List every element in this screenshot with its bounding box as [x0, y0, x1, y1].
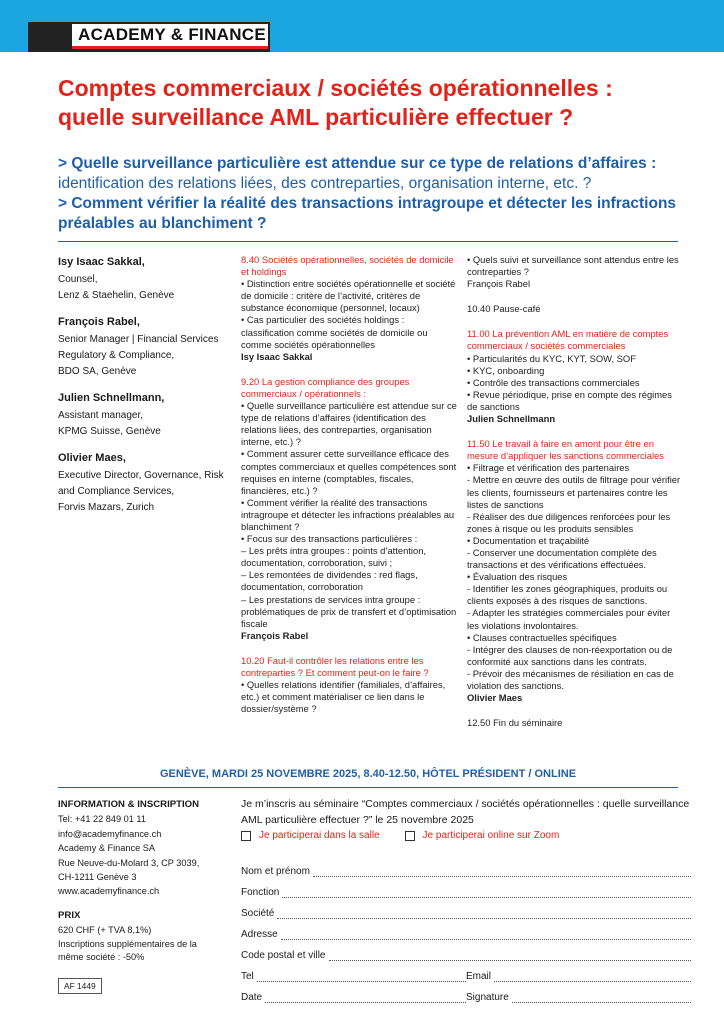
row-tel-email [241, 961, 691, 982]
speaker [58, 254, 230, 304]
session-title: La prévention AML en matière de comptes commerciaux / sociétés commerciales [467, 328, 669, 352]
option-room[interactable] [241, 830, 380, 841]
input-line[interactable] [313, 868, 691, 877]
field-tel[interactable] [241, 961, 466, 982]
field-function[interactable] [241, 877, 691, 898]
field-label: Fonction [241, 886, 280, 898]
input-line[interactable] [281, 931, 691, 940]
session [467, 438, 682, 704]
field-label: Adresse [241, 928, 278, 940]
field-label: Tel [241, 970, 254, 982]
session-continued [467, 254, 682, 290]
speaker-role: Regulatory & Compliance, [58, 350, 175, 361]
speaker [58, 390, 230, 440]
speaker-role: Counsel, [58, 274, 98, 285]
top-banner [0, 0, 724, 52]
input-line[interactable] [282, 889, 691, 898]
field-label: Société [241, 907, 275, 919]
field-label: Email [466, 970, 492, 982]
speakers-column [58, 254, 230, 526]
program-column-1 [241, 254, 459, 728]
session-time: 11.00 [467, 328, 490, 340]
speaker-company: Forvis Mazars, Zurich [58, 502, 155, 513]
intro-questions [58, 154, 688, 234]
reference-code: AF 1449 [58, 978, 102, 994]
field-label: Code postal et ville [241, 949, 326, 961]
session-title: Le travail à faire en amont pour être en mesure d’appliquer les sanctions commerciales [467, 438, 664, 462]
info-heading: INFORMATION & INSCRIPTION [58, 799, 200, 810]
input-line[interactable] [277, 910, 691, 919]
session-speaker: François Rabel [467, 278, 531, 290]
speaker-role: Executive Director, Governance, Risk [58, 470, 224, 481]
session-text: • Particularités du KYC, KYT, SOW, SOF • KYC, onboarding • Contrôle des transactions commerciales • Revue périodique, prise en compte des régimes de sanctions [467, 352, 672, 412]
price-value: 620 CHF (+ TVA 8,1%) [58, 925, 152, 936]
program-column-2 [467, 254, 682, 729]
intro-q1: > Quelle surveillance particulière est attendue sur ce type de relations d’affaires : [58, 155, 657, 172]
speaker-role: Assistant manager, [58, 410, 144, 421]
field-zip-city[interactable] [241, 940, 691, 961]
field-label: Date [241, 991, 263, 1003]
price-note: Inscriptions supplémentaires de la même société : -50% [58, 938, 197, 962]
field-label: Nom et prénom [241, 865, 310, 877]
field-signature[interactable] [466, 982, 691, 1003]
option-zoom-label: Je participerai online sur Zoom [422, 830, 560, 841]
session [241, 655, 459, 715]
brand-underline [72, 46, 268, 49]
field-email[interactable] [466, 961, 691, 982]
intro-q2: > Comment vérifier la réalité des transactions intragroupe et détecter les infractions préalables au blanchiment ? [58, 195, 677, 232]
info-street: Rue Neuve-du-Molard 3, CP 3039, [58, 857, 200, 868]
session-speaker: Isy Isaac Sakkal [241, 350, 313, 362]
session [241, 376, 459, 642]
session-text: • Quelles relations identifier (familiales, d’affaires, etc.) et comment matérialiser ce lien dans le dossier/système ? [241, 679, 446, 715]
input-line[interactable] [265, 994, 466, 1003]
info-city: CH-1211 Genève 3 [58, 872, 137, 883]
session-speaker: Olivier Maes [467, 692, 523, 704]
input-line[interactable] [512, 994, 691, 1003]
intro-q1-detail: identification des relations liées, des contreparties, organisation interne, etc. ? [58, 175, 592, 192]
speaker-company: Lenz & Staehelin, Genève [58, 290, 175, 301]
info-email[interactable]: info@academyfinance.ch [58, 828, 162, 839]
speaker-company: KPMG Suisse, Genève [58, 426, 161, 437]
end-of-seminar: 12.50 Fin du séminaire [467, 717, 563, 729]
session-title: Faut-il contrôler les relations entre les contreparties ? Et comment peut-on le faire ? [241, 654, 429, 678]
session [467, 328, 682, 425]
speaker-role: Senior Manager | Financial Services [58, 334, 219, 345]
divider-bottom [58, 787, 678, 788]
session [241, 254, 459, 363]
session-time: 9.20 [241, 375, 260, 387]
price-heading: PRIX [58, 909, 81, 921]
session-speaker: Julien Schnellmann [467, 413, 556, 425]
session-title: La gestion compliance des groupes commerciaux / opérationnels : [241, 375, 410, 399]
field-label: Signature [466, 991, 509, 1003]
info-company: Academy & Finance SA [58, 843, 156, 854]
speaker [58, 450, 230, 516]
speaker-name: Isy Isaac Sakkal, [58, 256, 145, 268]
session-text: • Quelle surveillance particulière est attendue sur ce type de relations d’affaires (identification des relations liées, des contreparties, organisation interne, etc.) ? • Comment assurer cette surveillance efficace des comptes commerciaux et quelles compétences sont requises en interne (comptables, fiscales, financières, etc.) ? • Comment vérifier la réalité des transactions intragroupe et détecter les infractions préalables au blanchiment ? • Focus sur des transactions particulières : – Les prêts intra groupes : points d’attention, documentation, corroboration, suivi ; – Les remontées de dividendes : red flags, documentation, corroboration – Les prestations de services intra groupe : problématiques de prix de transfert et d’optimisation fiscale [241, 400, 457, 629]
registration-form [241, 796, 691, 1003]
option-room-label: Je participerai dans la salle [259, 830, 380, 841]
speaker [58, 314, 230, 380]
session-text: • Quels suivi et surveillance sont attendus entre les contreparties ? [467, 254, 679, 278]
info-block [58, 798, 218, 994]
input-line[interactable] [257, 973, 466, 982]
speaker-role: and Compliance Services, [58, 486, 175, 497]
form-question: Je m’inscris au séminaire “Comptes commerciaux / sociétés opérationnelles : quelle surveillance AML particulière effectuer ?” le 25 novembre 2025 [241, 798, 690, 826]
session-speaker: François Rabel [241, 629, 309, 641]
pause: 10.40 Pause-café [467, 303, 541, 315]
speaker-company: BDO SA, Genève [58, 366, 137, 377]
checkbox-room[interactable] [241, 831, 251, 841]
event-date-location: GENÈVE, MARDI 25 NOVEMBRE 2025, 8.40-12.50, HÔTEL PRÉSIDENT / ONLINE [159, 768, 577, 780]
field-date[interactable] [241, 982, 466, 1003]
session-text: • Distinction entre sociétés opérationnelle et société de domicile : critère de l’activité, critères de substance économique (personnel, locaux) • Cas particulier des sociétés holdings : classification comme sociétés de domicile ou comme sociétés opérationnelles [241, 278, 456, 350]
option-zoom[interactable] [405, 830, 560, 841]
info-phone[interactable]: Tel: +41 22 849 01 11 [58, 814, 146, 825]
input-line[interactable] [494, 973, 691, 982]
info-website[interactable]: www.academyfinance.ch [58, 886, 160, 897]
row-date-signature [241, 982, 691, 1003]
field-address[interactable] [241, 919, 691, 940]
session-text: • Filtrage et vérification des partenaires - Mettre en œuvre des outils de filtrage pour vérifier les clients, fournisseurs et partenaires contre les listes de sanctions - Réaliser des due diligences renforcées pour les zones à risque ou les produits sensibles • Documentation et traçabilité - Conserver une documentation complète des transactions et des vérifications effectuées. • Évaluation des risques - Identifier les zones géographiques, produits ou clients exposés à des risques de sanctions. - Adapter les stratégies commerciales pour éviter les violations involontaires. • Clauses contractuelles spécifiques - Intégrer des clauses de non-réexportation ou de conformité aux sanctions dans les contrats. - Prévoir des mécanismes de résiliation en cas de violation des sanctions. [467, 462, 681, 691]
session-time: 8.40 [241, 254, 260, 265]
checkbox-zoom[interactable] [405, 831, 415, 841]
session-title: Sociétés opérationnelles, sociétés de domicile et holdings [241, 254, 454, 278]
input-line[interactable] [329, 952, 692, 961]
divider-top [58, 241, 678, 242]
session-time: 11.50 [467, 438, 490, 450]
speaker-name: Julien Schnellmann, [58, 392, 165, 404]
page-title: Comptes commerciaux / sociétés opérationnelles : quelle surveillance AML particulière effectuer ? [58, 75, 613, 130]
attendance-options [241, 830, 691, 844]
speaker-name: François Rabel, [58, 316, 140, 328]
brand-logo: ACADEMY & FINANCE [72, 24, 268, 46]
session-time: 10.20 [241, 654, 265, 666]
speaker-name: Olivier Maes, [58, 452, 126, 464]
field-company[interactable] [241, 898, 691, 919]
field-name[interactable] [241, 856, 691, 877]
